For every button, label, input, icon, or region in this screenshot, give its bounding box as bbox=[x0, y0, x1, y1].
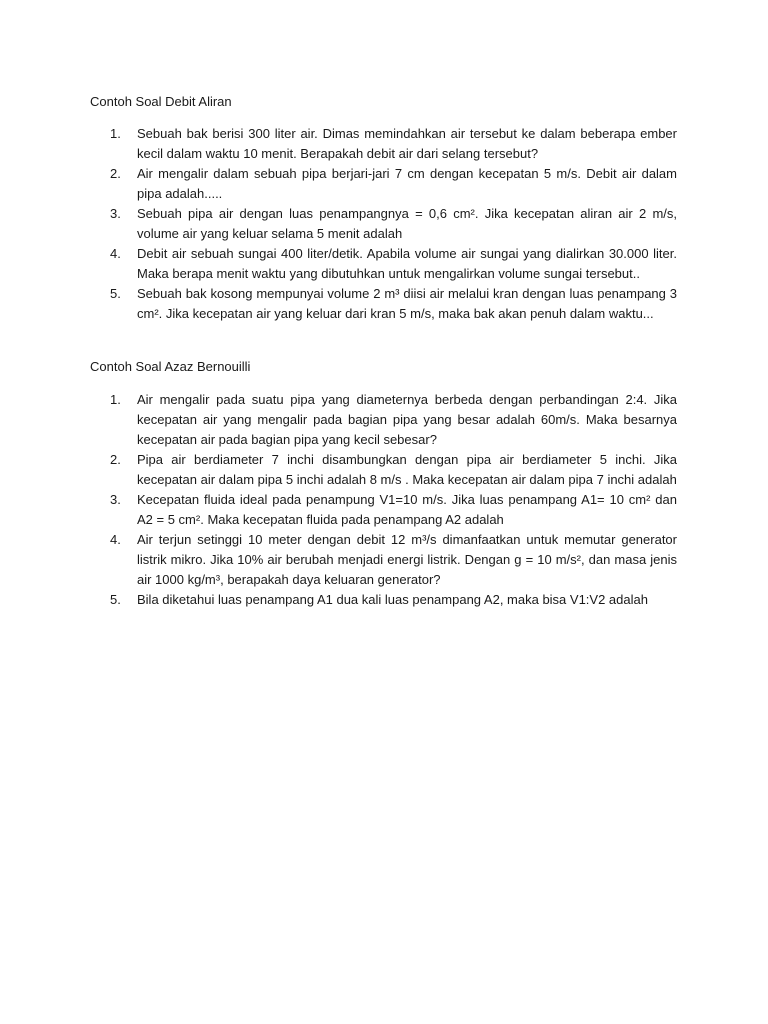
question-item bbox=[110, 124, 677, 164]
question-list-debit-aliran bbox=[110, 124, 677, 324]
question-text: Sebuah bak kosong mempunyai volume 2 m³ diisi air melalui kran dengan luas penampang 3 cm². Jika kecepatan air yang keluar dari kran 5 m/s, maka bak akan penuh dalam waktu... bbox=[137, 286, 677, 321]
question-item bbox=[110, 490, 677, 530]
question-number: 1. bbox=[110, 392, 121, 407]
question-text: Air mengalir dalam sebuah pipa berjari-jari 7 cm dengan kecepatan 5 m/s. Debit air dalam pipa adalah..... bbox=[137, 166, 677, 201]
question-item bbox=[110, 450, 677, 490]
question-number: 1. bbox=[110, 126, 121, 141]
question-item bbox=[110, 204, 677, 244]
question-text: Kecepatan fluida ideal pada penampung V1=10 m/s. Jika luas penampang A1= 10 cm² dan A2 = 5 cm². Maka kecepatan fluida pada penampang A2 adalah bbox=[137, 492, 677, 527]
question-number: 5. bbox=[110, 592, 121, 607]
section-heading-azaz-bernouilli: Contoh Soal Azaz Bernouilli bbox=[90, 359, 251, 374]
question-text: Sebuah pipa air dengan luas penampangnya = 0,6 cm². Jika kecepatan aliran air 2 m/s, volume air yang keluar selama 5 menit adalah bbox=[137, 206, 677, 241]
question-item bbox=[110, 390, 677, 450]
question-text: Bila diketahui luas penampang A1 dua kali luas penampang A2, maka bisa V1:V2 adalah bbox=[137, 592, 648, 607]
question-number: 3. bbox=[110, 206, 121, 221]
question-text: Debit air sebuah sungai 400 liter/detik. Apabila volume air sungai yang dialirkan 30.000 liter. Maka berapa menit waktu yang dibutuhkan untuk mengalirkan volume sungai tersebut.. bbox=[137, 246, 677, 281]
question-item bbox=[110, 244, 677, 284]
question-number: 4. bbox=[110, 532, 121, 547]
question-item bbox=[110, 284, 677, 324]
question-text: Air terjun setinggi 10 meter dengan debit 12 m³/s dimanfaatkan untuk memutar generator listrik mikro. Jika 10% air berubah menjadi energi listrik. Dengan g = 10 m/s², dan masa jenis air 1000 kg/m³, berapakah daya keluaran generator? bbox=[137, 532, 677, 587]
section-heading-debit-aliran: Contoh Soal Debit Aliran bbox=[90, 94, 232, 109]
question-number: 2. bbox=[110, 452, 121, 467]
question-item bbox=[110, 530, 677, 590]
question-list-azaz-bernouilli bbox=[110, 390, 677, 610]
question-item bbox=[110, 590, 677, 610]
question-text: Air mengalir pada suatu pipa yang diameternya berbeda dengan perbandingan 2:4. Jika kecepatan air yang mengalir pada bagian pipa yang besar adalah 60m/s. Maka besarnya kecepatan air pada bagian pipa yang kecil sebesar? bbox=[137, 392, 677, 447]
question-text: Sebuah bak berisi 300 liter air. Dimas memindahkan air tersebut ke dalam beberapa ember kecil dalam waktu 10 menit. Berapakah debit air dari selang tersebut? bbox=[137, 126, 677, 161]
question-text: Pipa air berdiameter 7 inchi disambungkan dengan pipa air berdiameter 5 inchi. Jika kecepatan air dalam pipa 5 inchi adalah 8 m/s . Maka kecepatan air dalam pipa 7 inchi adalah bbox=[137, 452, 677, 487]
question-number: 3. bbox=[110, 492, 121, 507]
question-item bbox=[110, 164, 677, 204]
question-number: 2. bbox=[110, 166, 121, 181]
question-number: 5. bbox=[110, 286, 121, 301]
question-number: 4. bbox=[110, 246, 121, 261]
